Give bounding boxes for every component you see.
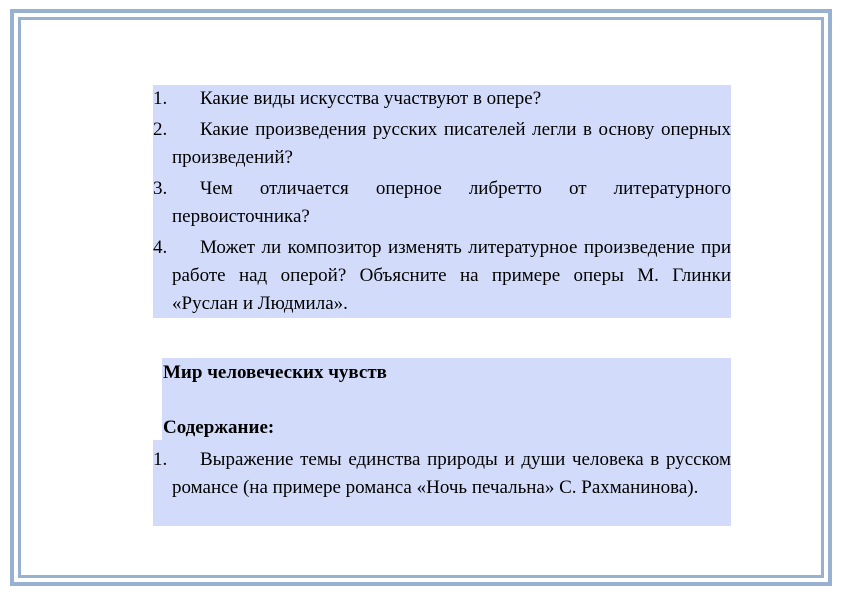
question-text: Какие произведения русских писателей легли в основу оперных произведений? — [172, 119, 731, 168]
topic-item — [153, 446, 731, 502]
question-item — [153, 116, 731, 172]
question-number: 2. — [153, 119, 168, 140]
question-number: 3. — [153, 178, 168, 199]
topic-item-text: Выражение темы единства природы и души человека в русском романсе (на примере романса «Ночь печальна» С. Рахманинова). — [172, 449, 731, 498]
topic-block — [153, 358, 731, 526]
topic-item-number: 1. — [153, 449, 168, 470]
question-text: Чем отличается оперное либретто от литературного первоисточника? — [172, 178, 731, 227]
topic-list — [153, 446, 731, 502]
question-item — [153, 175, 731, 231]
question-number: 4. — [153, 237, 168, 258]
question-item — [153, 234, 731, 318]
question-item — [153, 85, 731, 113]
topic-title: Мир человеческих чувств — [163, 362, 387, 383]
question-text: Какие виды искусства участвуют в опере? — [200, 88, 542, 109]
topic-block-indent — [153, 358, 162, 440]
questions-block — [153, 85, 731, 318]
question-number: 1. — [153, 88, 168, 109]
content-label: Содержание: — [163, 417, 275, 438]
question-text: Может ли композитор изменять литературное произведение при работе над оперой? Объясните на примере оперы М. Глинки «Руслан и Людмила». — [172, 237, 731, 314]
